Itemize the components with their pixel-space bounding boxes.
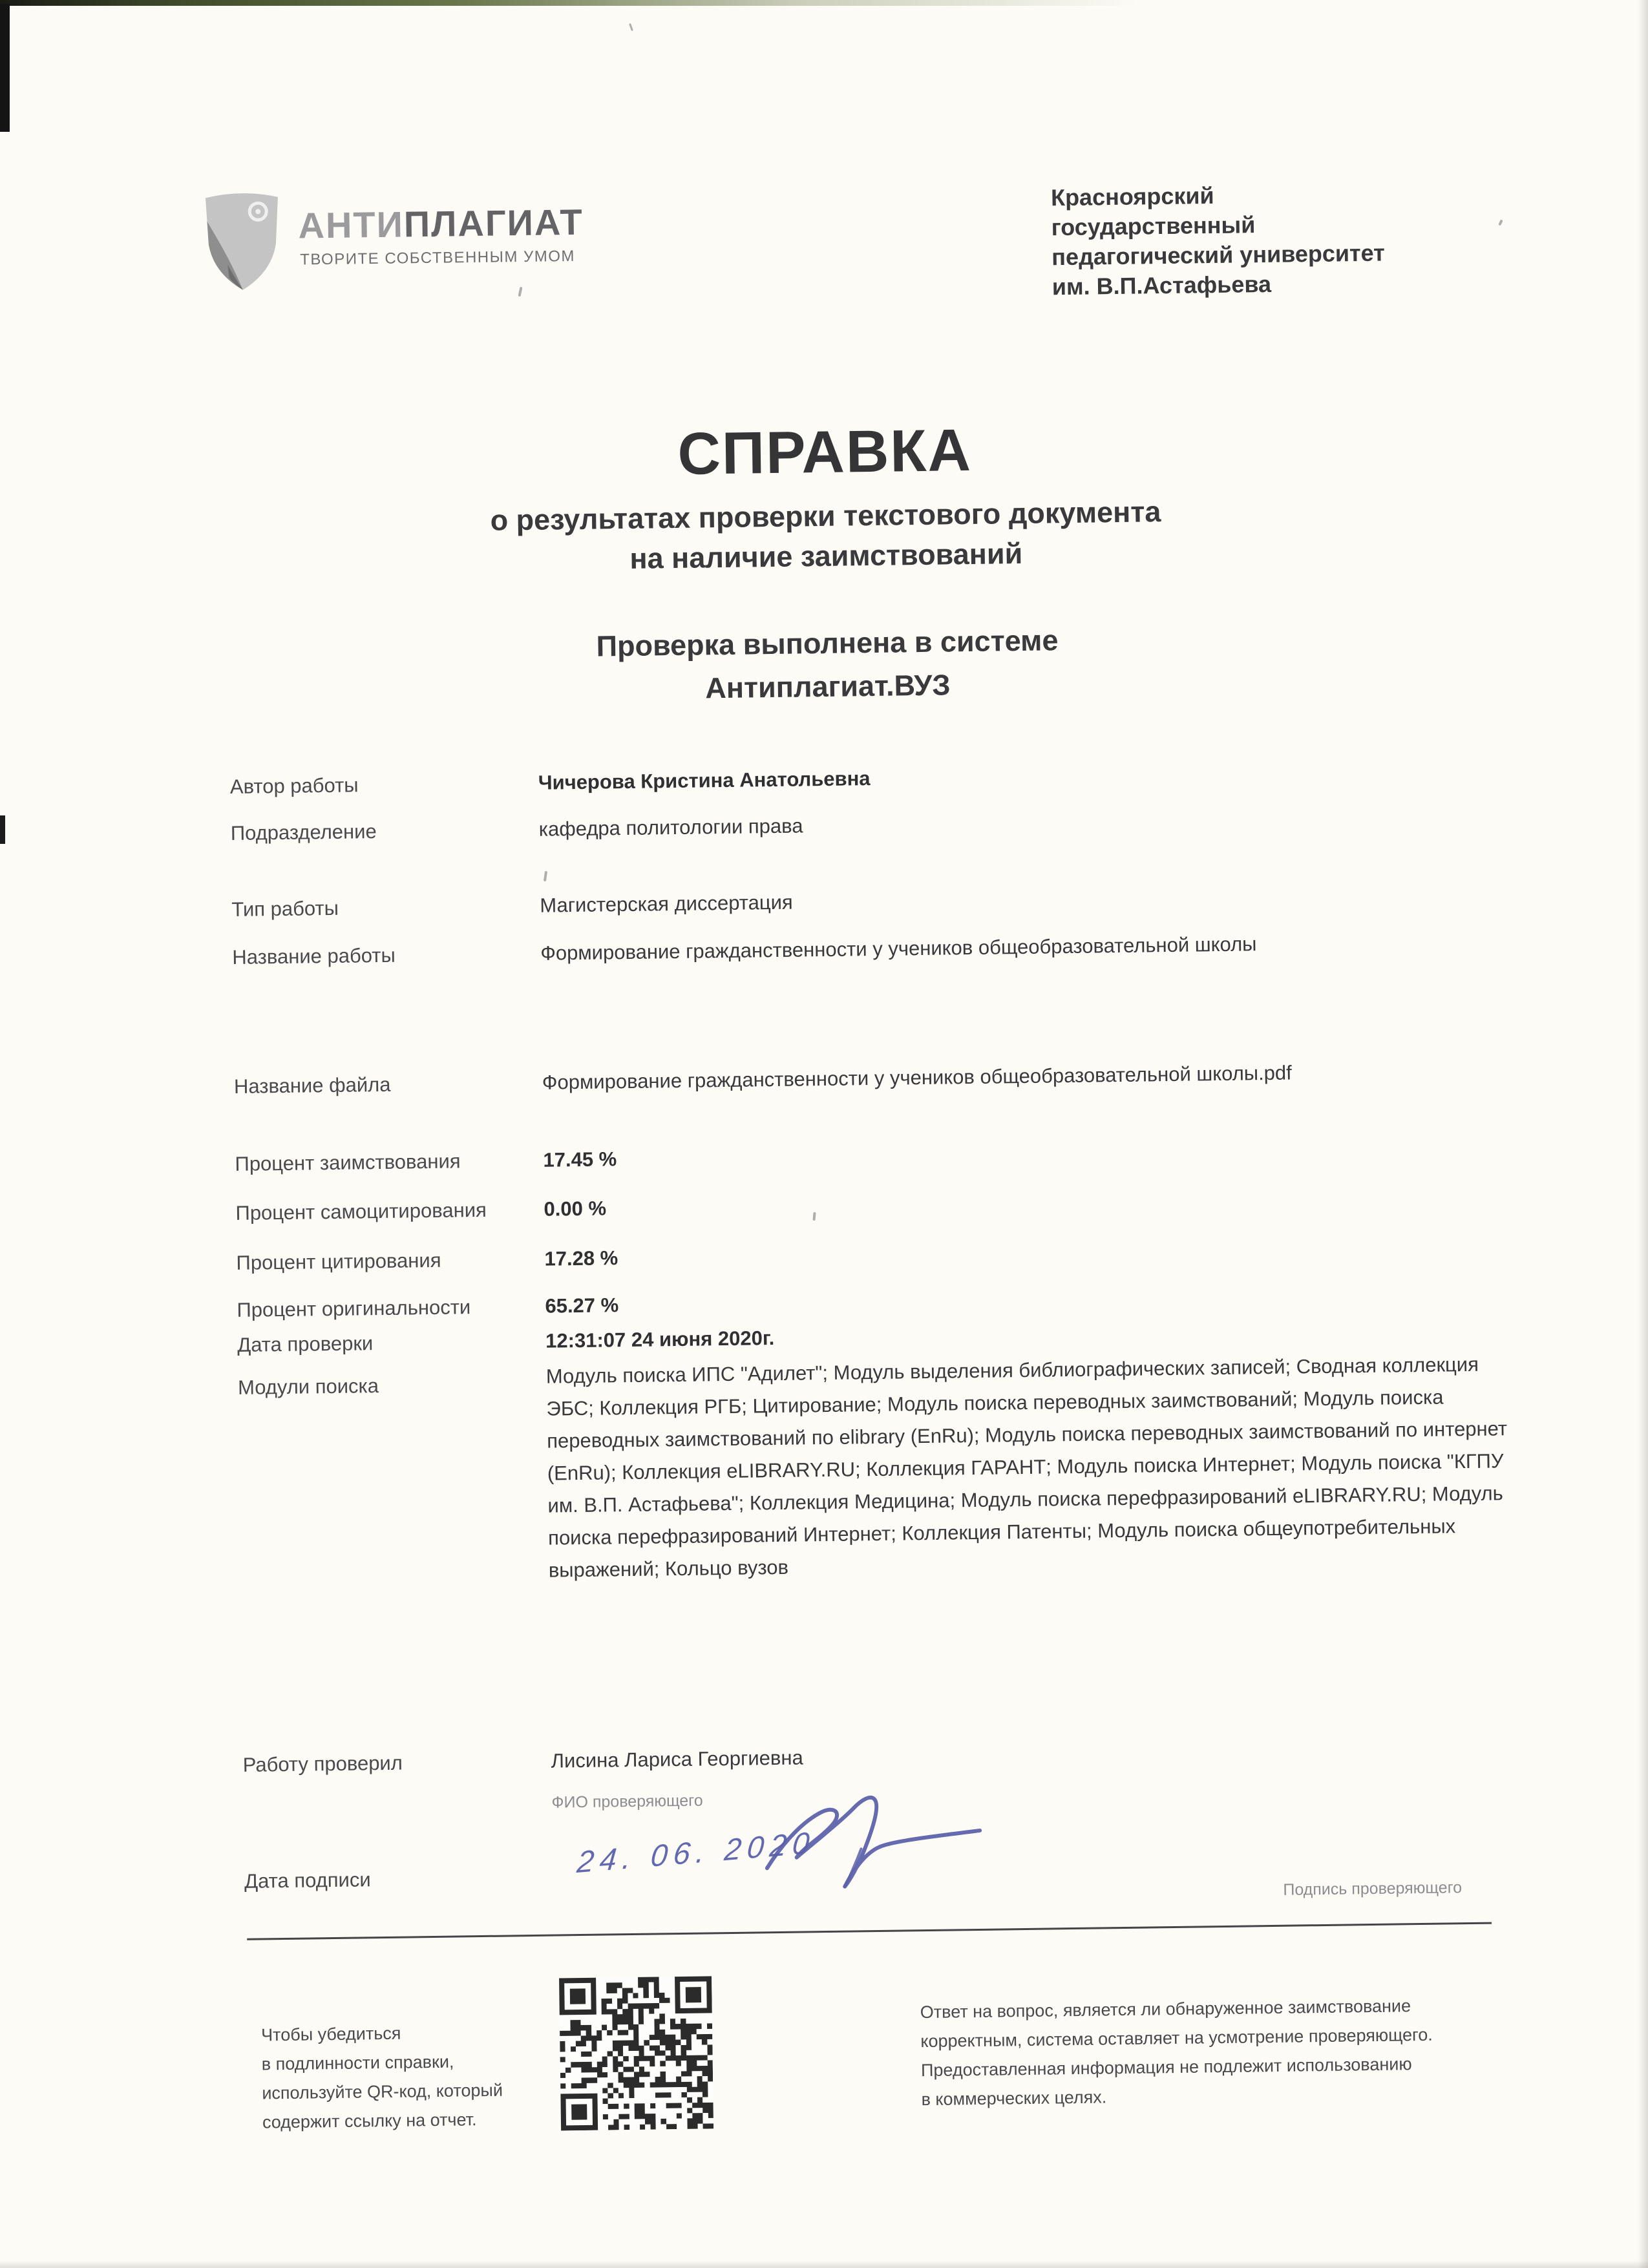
brand-anti: АНТИ [298, 204, 405, 246]
field-label: Автор работы [229, 773, 359, 798]
field-row-file-name [233, 1058, 1527, 1098]
signature-caption: Подпись проверяющего [1283, 1878, 1463, 1899]
certificate-title: СПРАВКА [677, 417, 973, 487]
university-name [1051, 179, 1386, 302]
disclaimer-line: в коммерческих целях. [921, 2087, 1107, 2110]
field-value: Чичерова Кристина Анатольевна [538, 767, 871, 794]
field-row-self-citation-percent [235, 1185, 1528, 1224]
field-value: Модуль поиска ИПС "Адилет"; Модуль выделения библиографических записей; Сводная коллекция ЭБС; Коллекция РГБ; Цитирование; Модуль поиска переводных заимствований; Модуль поиска переводных заимствований по elibrary (EnRu); Модуль поиска переводных заимствований по интернет (EnRu); Коллекция eLIBRARY.RU; Коллекция ГАРАНТ; Модуль поиска Интернет; Модуль поиска "КГПУ им. В.П. Астафьева"; Коллекция Медицина; Модуль поиска перефразирований eLIBRARY.RU; Модуль поиска перефразирований Интернет; Коллекция Патенты; Модуль поиска общеупотребительных выражений; Кольцо вузов [545, 1352, 1508, 1582]
field-label: Название файла [233, 1073, 391, 1098]
field-row-checked-by [242, 1737, 1535, 1776]
brand-tagline: ТВОРИТЕ СОБСТВЕННЫМ УМОМ [300, 247, 576, 269]
disclaimer-line: Ответ на вопрос, является ли обнаруженное заимствование [920, 1996, 1411, 2022]
field-label: Процент заимствования [235, 1150, 461, 1175]
field-row-author [229, 759, 1523, 798]
handwritten-sign-date: 24. 06. 2020 [575, 1825, 817, 1880]
field-row-work-title [232, 929, 1525, 969]
disclaimer-line: Предоставленная информация не подлежит использованию [920, 2054, 1412, 2081]
field-value: 17.28 % [544, 1246, 618, 1270]
separator-line [247, 1922, 1492, 1940]
field-row-search-modules [237, 1348, 1530, 1582]
field-row-work-type [231, 881, 1524, 921]
university-line: государственный [1051, 211, 1256, 241]
field-row-originality-percent [237, 1282, 1529, 1321]
reviewer-signature [752, 1783, 998, 1909]
field-label: Процент цитирования [236, 1248, 441, 1274]
field-row-borrowing-percent [235, 1136, 1527, 1175]
field-label: Модули поиска [237, 1374, 379, 1399]
field-value: 0.00 % [544, 1197, 607, 1221]
field-row-department [230, 805, 1523, 845]
field-row-citation-percent [236, 1235, 1528, 1274]
field-value: 12:31:07 24 июня 2020г. [545, 1327, 775, 1352]
university-line: им. В.П.Астафьева [1051, 270, 1272, 300]
brand-wordmark [298, 201, 584, 247]
qr-code [559, 1976, 713, 2130]
field-value: Формирование гражданственности у учеников общеобразовательной школы.pdf [542, 1061, 1293, 1094]
system-line: Антиплагиат.ВУЗ [705, 668, 951, 705]
antiplagiat-logo [201, 180, 784, 298]
field-label: Процент самоцитирования [235, 1198, 487, 1224]
antiplagiat-shield-icon [201, 187, 284, 294]
certificate-subtitle [179, 488, 1472, 585]
field-value: Формирование гражданственности у учеников общеобразовательной школы [540, 932, 1257, 965]
system-line: Проверка выполнена в системе [596, 624, 1059, 663]
qr-hint-line: Чтобы убедиться [260, 2023, 401, 2045]
qr-hint-line: содержит ссылку на отчет. [262, 2110, 477, 2132]
disclaimer-line: корректным, система оставляет на усмотрение проверяющего. [920, 2024, 1433, 2052]
disclaimer-text [920, 1991, 1434, 2114]
field-value: 17.45 % [543, 1148, 617, 1171]
reviewer-name-caption: ФИО проверяющего [551, 1791, 703, 1812]
subtitle-line: на наличие заимствований [629, 536, 1023, 575]
qr-hint-line: в подлинности справки, [261, 2052, 454, 2074]
brand-plagiat: ПЛАГИАТ [403, 201, 584, 245]
university-line: педагогический университет [1051, 239, 1386, 271]
field-label: Название работы [232, 943, 396, 969]
university-line: Красноярский [1050, 182, 1214, 211]
field-label: Дата проверки [237, 1332, 374, 1356]
qr-hint-text [261, 2018, 503, 2137]
field-value: кафедра политологии права [538, 814, 803, 841]
qr-hint-line: используйте QR-код, который [262, 2080, 503, 2103]
field-label: Дата подписи [244, 1868, 371, 1893]
field-label: Подразделение [230, 820, 377, 845]
system-statement [181, 613, 1475, 717]
field-label: Тип работы [231, 896, 339, 921]
field-label: Процент оригинальности [237, 1296, 471, 1321]
subtitle-line: о результатах проверки текстового документа [490, 495, 1161, 537]
field-value: Магистерская диссертация [540, 890, 793, 917]
field-value: 65.27 % [545, 1294, 619, 1318]
reviewer-name: Лисина Лариса Георгиевна [551, 1746, 803, 1772]
field-label: Работу проверил [242, 1751, 403, 1776]
